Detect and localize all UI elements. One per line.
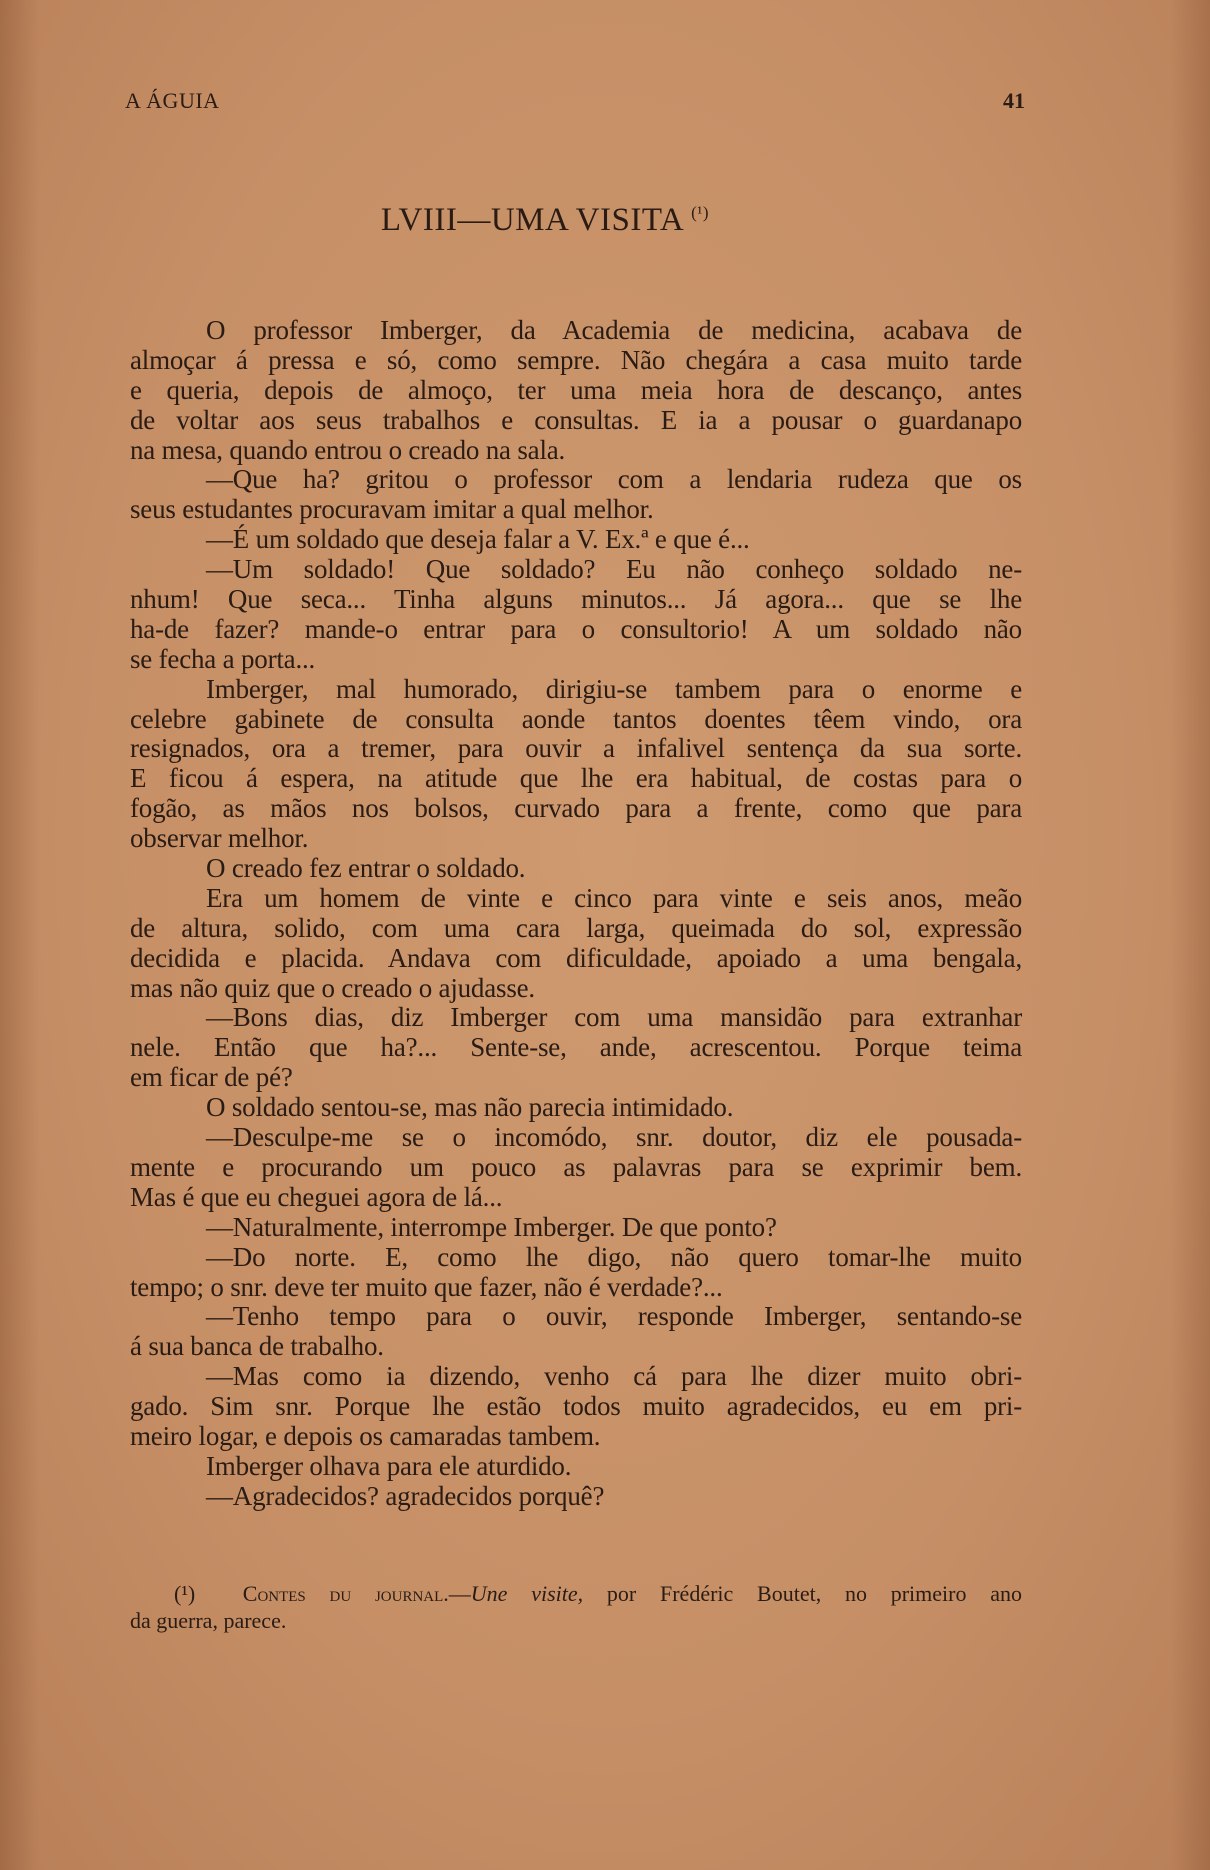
text-line: nele. Então que ha?... Sente-se, ande, acrescentou. Porque teima [130,1032,1022,1063]
text-line: gado. Sim snr. Porque lhe estão todos muito agradecidos, eu em pri- [130,1391,1022,1422]
text-line: mas não quiz que o creado o ajudasse. [130,972,535,1003]
text-line: —Tenho tempo para o ouvir, responde Imberger, sentando-se [206,1301,1022,1332]
text-line: —Um soldado! Que soldado? Eu não conheço soldado ne- [206,554,1022,585]
chapter-title-text: LVIII—UMA VISITA [380,202,683,238]
text-line: nhum! Que seca... Tinha alguns minutos... Já agora... que se lhe [130,584,1022,615]
text-line: na mesa, quando entrou o creado na sala. [130,434,566,465]
text-line: celebre gabinete de consulta aonde tantos doentes têem vindo, ora [130,703,1022,734]
text-line: —Mas como ia dizendo, venho cá para lhe dizer muito obri- [206,1361,1022,1392]
text-line: Mas é que eu cheguei agora de lá... [130,1181,503,1212]
text-line: tempo; o snr. deve ter muito que fazer, não é verdade?... [130,1271,723,1302]
text-line: —Naturalmente, interrompe Imberger. De que ponto? [206,1211,777,1242]
text-line: —Bons dias, diz Imberger com uma mansidão para extranhar [206,1002,1022,1033]
text-line: —Agradecidos? agradecidos porquê? [206,1480,605,1511]
text-line: e queria, depois de almoço, ter uma meia hora de descanço, antes [130,374,1022,405]
text-line: —É um soldado que deseja falar a V. Ex.ª e que é... [206,524,750,555]
running-head [125,88,1025,118]
page-number: 41 [1003,88,1025,113]
footnote-dash: — [448,1581,471,1606]
text-line: O professor Imberger, da Academia de medicina, acabava de [206,315,1022,345]
text-line: de altura, solido, com uma cara larga, queimada do sol, expressão [130,912,1022,943]
journal-title: A ÁGUIA [125,88,220,113]
text-line: —Do norte. E, como lhe digo, não quero tomar-lhe muito [206,1241,1022,1272]
text-line: ha-de fazer? mande-o entrar para o consultorio! A um soldado não [130,613,1022,644]
text-line: seus estudantes procuravam imitar a qual melhor. [130,494,654,525]
text-line: de voltar aos seus trabalhos e consultas. E ia a pousar o guardanapo [130,404,1022,435]
body-text [130,316,1022,1512]
text-line: E ficou á espera, na atitude que lhe era habitual, de costas para o [130,763,1022,794]
footnote-author: por Frédéric Boutet, no primeiro ano [606,1581,1022,1606]
text-line: á sua banca de trabalho. [130,1331,384,1362]
chapter-title [0,202,1090,239]
text-line: almoçar á pressa e só, como sempre. Não chegára a casa muito tarde [130,344,1022,375]
footnote-marker: (¹) [174,1581,196,1606]
text-line: decidida e placida. Andava com dificuldade, apoiado a uma bengala, [130,942,1022,973]
text-line: Imberger, mal humorado, dirigiu-se tambem para o enorme e [206,673,1022,704]
text-line: meiro logar, e depois os camaradas tambem. [130,1420,601,1451]
footnote-reference: (¹) [691,203,710,222]
text-line: resignados, ora a tremer, para ouvir a infalivel sentença da sua sorte. [130,733,1022,764]
footnote-work-title: Une visite, [470,1581,584,1606]
text-line: observar melhor. [130,823,309,854]
text-line: mente e procurando um pouco as palavras para se exprimir bem. [130,1151,1022,1182]
footnote-source: Contes du journal. [242,1581,449,1606]
text-line: Imberger olhava para ele aturdido. [206,1450,572,1481]
text-line: em ficar de pé? [130,1062,293,1093]
footnote-line-1 [130,1580,1022,1607]
text-line: —Desculpe-me se o incomódo, snr. doutor, diz ele pousada- [206,1122,1022,1153]
text-line: Era um homem de vinte e cinco para vinte e seis anos, meão [206,882,1022,913]
footnote [130,1580,1022,1634]
footnote-line-2: da guerra, parece. [130,1608,287,1633]
text-line: O creado fez entrar o soldado. [206,853,526,884]
text-line: se fecha a porta... [130,643,316,674]
text-line: —Que ha? gritou o professor com a lendaria rudeza que os [206,464,1022,495]
text-line: fogão, as mãos nos bolsos, curvado para a frente, como que para [130,793,1022,824]
text-line: O soldado sentou-se, mas não parecia intimidado. [206,1092,734,1123]
